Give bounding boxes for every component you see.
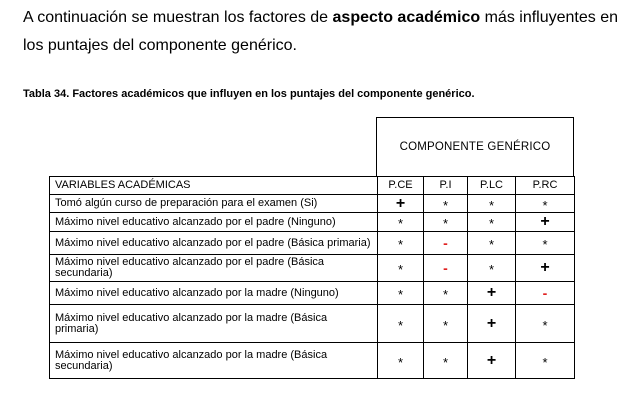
plus-sign: + (540, 213, 550, 230)
value-cell (516, 195, 575, 213)
intro-paragraph (23, 4, 623, 60)
value-cell (468, 343, 516, 379)
value-cell (516, 232, 575, 255)
table-row (50, 343, 575, 379)
table-caption: Tabla 34. Factores académicos que influyen en los puntajes del componente genérico. (23, 88, 475, 100)
variable-cell: Tomó algún curso de preparación para el examen (Si) (50, 195, 378, 213)
minus-sign: - (542, 284, 548, 301)
value-cell (378, 343, 424, 379)
value-cell (424, 305, 468, 343)
table-row (50, 305, 575, 343)
asterisk-sign: * (397, 354, 404, 370)
value-cell (468, 255, 516, 282)
asterisk-sign: * (397, 287, 404, 302)
asterisk-sign: * (397, 317, 404, 333)
value-cell (378, 213, 424, 232)
value-cell (378, 195, 424, 213)
table-body (50, 195, 575, 379)
factors-table (49, 176, 575, 379)
value-cell (424, 255, 468, 282)
table-row (50, 232, 575, 255)
asterisk-sign: * (397, 262, 404, 277)
plus-sign: + (486, 284, 497, 301)
value-cell (378, 232, 424, 255)
table-row (50, 282, 575, 305)
value-cell (468, 282, 516, 305)
column-header-pce: P.CE (378, 177, 424, 195)
asterisk-sign: * (442, 216, 449, 231)
table-row (50, 213, 575, 232)
table-row (50, 195, 575, 213)
variable-cell: Máximo nivel educativo alcanzado por la madre (Básica secundaria) (50, 343, 378, 379)
variable-cell: Máximo nivel educativo alcanzado por el padre (Básica primaria) (50, 232, 378, 255)
asterisk-sign: * (442, 354, 449, 370)
plus-sign: + (486, 314, 497, 332)
value-cell (424, 213, 468, 232)
asterisk-sign: * (397, 216, 404, 231)
column-header-row (50, 177, 575, 195)
value-cell (424, 282, 468, 305)
column-header-variables: VARIABLES ACADÉMICAS (50, 177, 378, 195)
asterisk-sign: * (488, 237, 495, 252)
group-header-componente-generico: COMPONENTE GENÉRICO (376, 117, 574, 176)
asterisk-sign: * (397, 237, 404, 252)
column-header-plc: P.LC (468, 177, 516, 195)
asterisk-sign: * (488, 197, 495, 213)
variable-cell: Máximo nivel educativo alcanzado por el padre (Ninguno) (50, 213, 378, 232)
value-cell (516, 343, 575, 379)
minus-sign: - (443, 234, 448, 251)
value-cell (468, 195, 516, 213)
plus-sign: + (486, 351, 497, 369)
asterisk-sign: * (488, 262, 495, 277)
value-cell (516, 255, 575, 282)
value-cell (468, 232, 516, 255)
value-cell (424, 343, 468, 379)
plus-sign: + (540, 259, 550, 276)
asterisk-sign: * (442, 317, 449, 333)
column-header-pi: P.I (424, 177, 468, 195)
column-header-prc: P.RC (516, 177, 575, 195)
value-cell (468, 213, 516, 232)
value-cell (378, 282, 424, 305)
value-cell (516, 282, 575, 305)
variable-cell: Máximo nivel educativo alcanzado por la madre (Básica primaria) (50, 305, 378, 343)
value-cell (378, 255, 424, 282)
minus-sign: - (443, 259, 448, 276)
asterisk-sign: * (542, 197, 548, 213)
asterisk-sign: * (542, 237, 548, 252)
table-row (50, 255, 575, 282)
intro-text-before: A continuación se muestran los factores de (23, 9, 333, 26)
intro-bold-phrase: aspecto académico (332, 9, 481, 26)
variable-cell: Máximo nivel educativo alcanzado por la madre (Ninguno) (50, 282, 378, 305)
asterisk-sign: * (442, 287, 449, 302)
asterisk-sign: * (542, 354, 548, 370)
asterisk-sign: * (542, 317, 548, 333)
asterisk-sign: * (488, 216, 495, 231)
intro-text-after: más influyentes en los puntajes del componente genérico. (23, 9, 618, 54)
value-cell (516, 213, 575, 232)
value-cell (424, 232, 468, 255)
plus-sign: + (395, 194, 406, 212)
value-cell (516, 305, 575, 343)
value-cell (424, 195, 468, 213)
asterisk-sign: * (442, 197, 449, 213)
value-cell (378, 305, 424, 343)
value-cell (468, 305, 516, 343)
variable-cell: Máximo nivel educativo alcanzado por el padre (Básica secundaria) (50, 255, 378, 282)
